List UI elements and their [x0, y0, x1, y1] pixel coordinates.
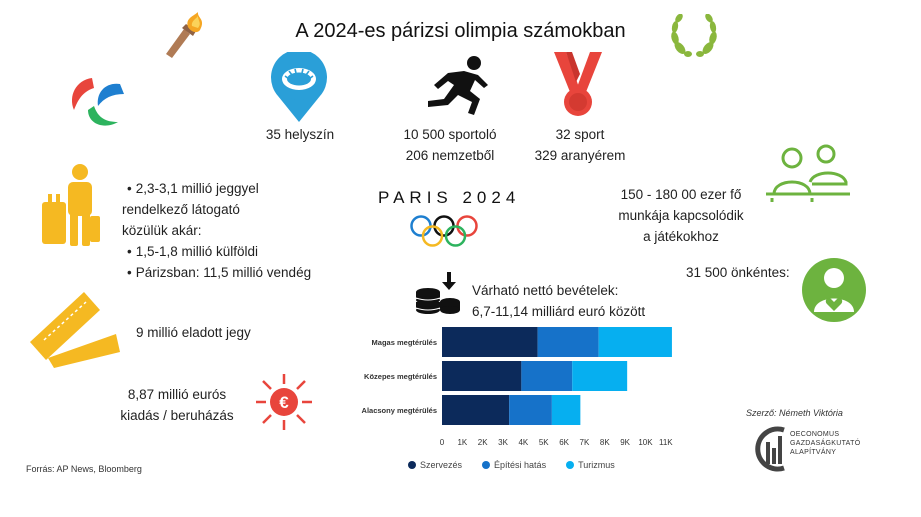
bar-segment — [442, 395, 509, 425]
legend-label: Építési hatás — [494, 459, 547, 470]
visitors-line-4: • 1,5-1,8 millió külföldi — [122, 241, 352, 262]
gold-medals-line: 329 aranyérem — [534, 148, 626, 163]
visitors-line-5: • Párizsban: 11,5 millió vendég — [122, 262, 352, 283]
x-tick-label: 5K — [538, 438, 549, 447]
x-tick-label: 6K — [559, 438, 569, 447]
visitors-line-2: rendelkező látogató — [122, 202, 240, 217]
chart-legend — [408, 456, 635, 474]
x-tick-label: 1K — [457, 438, 468, 447]
spending-stat — [102, 384, 252, 426]
svg-text:€: € — [279, 393, 289, 412]
laurel-icon — [668, 14, 720, 58]
paralympic-icon — [66, 70, 130, 128]
visitors-block — [122, 178, 352, 283]
traveler-icon — [38, 162, 106, 250]
revenue-chart — [340, 322, 680, 450]
legend-item — [482, 460, 546, 470]
olympic-rings-icon — [408, 214, 480, 250]
bar-segment — [572, 361, 627, 391]
euro-icon — [252, 370, 316, 434]
bar-segment — [521, 361, 572, 391]
bar-segment — [509, 395, 552, 425]
oeconomus-logo-icon — [752, 424, 790, 474]
bar-segment — [552, 395, 580, 425]
jobs-line-1: 150 - 180 00 ezer fő — [620, 187, 742, 202]
location-pin-icon — [268, 52, 330, 124]
coins-icon — [414, 272, 464, 318]
paris-2024-logo: PARIS 2024 — [378, 188, 521, 207]
x-tick-label: 4K — [518, 438, 529, 447]
tickets-stat: 9 millió eladott jegy — [136, 325, 251, 340]
jobs-stat — [596, 184, 766, 247]
volunteers-stat: 31 500 önkéntes: — [686, 265, 790, 280]
bar-segment — [442, 327, 538, 357]
x-tick-label: 0 — [439, 438, 445, 447]
legend-swatch — [408, 461, 416, 469]
runner-icon — [408, 55, 500, 117]
visitors-line-1: • 2,3-3,1 millió jeggyel — [122, 178, 352, 199]
legend-label: Szervezés — [420, 459, 463, 470]
author-credit: Szerző: Németh Viktória — [746, 408, 843, 418]
visitors-line-3: közülük akár: — [122, 223, 202, 238]
x-tick-label: 8K — [599, 438, 610, 447]
medal-icon — [552, 52, 604, 120]
venues-stat: 35 helyszín — [265, 127, 335, 142]
sports-stat — [520, 124, 640, 166]
x-tick-label: 10K — [638, 438, 653, 447]
nations-line: 206 nemzetből — [405, 148, 495, 163]
athletes-stat — [380, 124, 520, 166]
bar-segment — [538, 327, 599, 357]
x-tick-label: 9K — [620, 438, 631, 447]
revenue-line-1: Várható nettó bevételek: — [472, 283, 619, 298]
jobs-line-3: a játékokhoz — [643, 229, 719, 244]
category-label: Magas megtérülés — [371, 338, 437, 347]
spending-line-1: 8,87 millió eurós — [127, 387, 227, 402]
org-name — [790, 430, 860, 457]
org-line-1: OECONOMUS — [790, 431, 840, 438]
legend-swatch — [482, 461, 490, 469]
bar-segment — [599, 327, 672, 357]
x-tick-label: 2K — [477, 438, 488, 447]
volunteer-icon — [800, 256, 868, 328]
legend-item — [408, 460, 462, 470]
category-label: Közepes megtérülés — [364, 372, 437, 381]
page-title: A 2024-es párizsi olimpia számokban — [295, 20, 626, 42]
legend-item — [566, 460, 615, 470]
sports-line: 32 sport — [555, 127, 605, 142]
legend-label: Turizmus — [578, 459, 615, 470]
x-tick-label: 7K — [579, 438, 590, 447]
org-line-2: GAZDASÁGKUTATÓ — [790, 440, 861, 447]
athletes-line: 10 500 sportoló — [403, 127, 497, 142]
spending-line-2: kiadás / beruházás — [120, 408, 234, 423]
revenue-line-2: 6,7-11,14 milliárd euró között — [472, 304, 646, 319]
legend-swatch — [566, 461, 574, 469]
jobs-line-2: munkája kapcsolódik — [618, 208, 744, 223]
bar-segment — [442, 361, 521, 391]
x-tick-label: 3K — [498, 438, 508, 447]
torch-icon — [160, 12, 208, 58]
source-note: Forrás: AP News, Bloomberg — [26, 464, 142, 474]
people-icon — [762, 142, 852, 218]
revenue-block — [472, 280, 692, 322]
category-label: Alacsony megtérülés — [361, 406, 437, 415]
x-tick-label: 11K — [659, 438, 673, 447]
org-line-3: ALAPÍTVÁNY — [790, 449, 837, 456]
ticket-icon — [26, 288, 122, 368]
